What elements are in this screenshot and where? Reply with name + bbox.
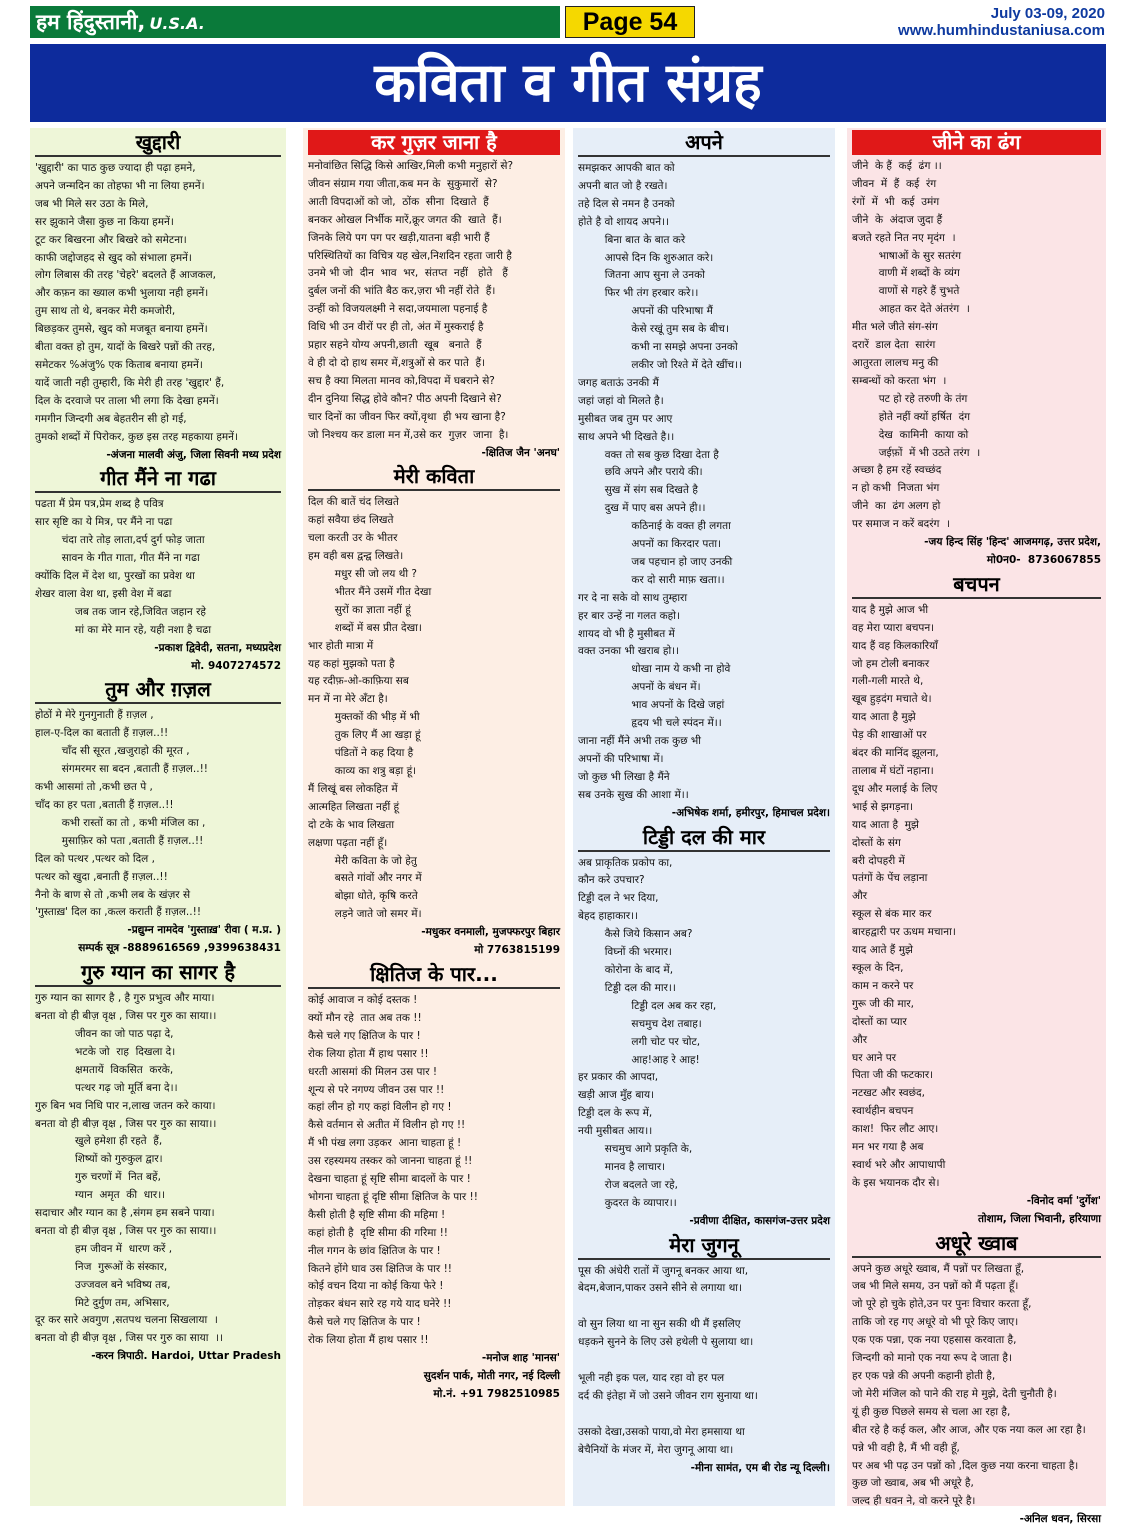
poem-author: -मनोज शाह 'मानस' सुदर्शन पार्क, मोती नगर, नई दिल्ली मो.नं. +91 7982510985 xyxy=(423,1352,560,1400)
logo-usa: U.S.A. xyxy=(149,14,205,33)
poem-author: -प्रवीणा दीक्षित, कासगंज-उत्तर प्रदेश xyxy=(689,1214,830,1227)
logo-text: हम हिंदुस्तानी, xyxy=(36,10,146,34)
poem-title: बचपन xyxy=(852,572,1101,599)
poem-title: गुरु ग्यान का सागर है xyxy=(35,960,281,987)
poem-title: मेरी कविता xyxy=(308,464,560,491)
issue-date-block xyxy=(898,5,1105,39)
poem-text: गुरु ग्यान का सागर है , है गुरु प्रभुत्व और माया। बनता वो ही बीज़ वृक्ष , जिस पर गुरु का साया।। जीवन का जो पाठ पढ़ा दे, भटके जो राह दिखला दे। क्षमतायें विकसित करके, पत्थर गढ़ जो मूर्ति बना दे।। गुरु बिन भव निधि पार न,लाख जतन करे काया। बनता वो ही बीज़ वृक्ष , जिस पर गुरु का साया।। खुले हमेशा ही रहते हैं, शिष्यों को गुरुकुल द्वार। गुरु चरणों में नित बहें, ग्यान अमृत की धार।। सदाचार और ग्यान का है ,संगम हम सबने पाया। बनता वो ही बीज़ वृक्ष , जिस पर गुरु का साया।। हम जीवन में धारण करें , निज गुरूओं के संस्कार, उज्जवल बने भविष्य तब, मिटे दुर्गुण तम, अभिसार, दूर कर सारे अवगुण ,सतपथ चलना सिखलाया । बनता वो ही बीज़ वृक्ष , जिस पर गुरु का साया ।। xyxy=(35,992,224,1345)
poem-title: क्षितिज के पार... xyxy=(308,962,560,989)
page-number: Page 54 xyxy=(565,6,695,38)
poem-text: पूस की अंधेरी रातों में जुगनू बनकर आया था, बेदम,बेजान,पाकर उसने सीने से लगाया था। वो सुन लिया था ना सुन सकी थी मैं इसलिए धड़कने सुनने के लिए उसे हथेली पे सुलाया था। भूली नही इक पल, याद रहा वो हर पल दर्द की इंतेहा में जो उसने जीवन राग सुनाया था। उसको देखा,उसको पाया,वो मेरा हमसाया था बेचैनियों के मंजर में, मेरा जुगनू आया था। xyxy=(578,1264,758,1456)
poem-title: अपने xyxy=(578,130,830,157)
poem-text: 'खुद्दारी' का पाठ कुछ ज्यादा ही पढ़ा हमने, अपने जन्मदिन का तोहफा भी ना लिया हमनें। जब भी मिले सर उठा के मिले, सर झुकाने जैसा कुछ ना किया हमनें। टूट कर बिखरना और बिखरे को समेटना। काफी जद्दोजहद से खुद को संभाला हमनें। लोग लिबास की तरह 'चेहरे' बदलते हैं आजकल, और कफ़न का ख्याल कभी भुलाया नही हमनें। तुम साथ तो थे, बनकर मेरी कमजोरी, बिछड़कर तुमसे, खुद को मजबूत बनाया हमनें। बीता वक्त हो तुम, यादों के बिखरे पन्नों की तरह, समेटकर %अंजु% एक किताब बनाया हमनें। यादें जाती नही तुम्हारी, कि मेरी ही तरह 'खुद्दार' हैं, दिल के दरवाजे पर ताला भी लगा कि देखा हमनें। गमगीन जिन्दगी अब बेहतरीन सी हो गई, तुमको शब्दों में पिरोकर, कुछ इस तरह महकाया हमनें। xyxy=(35,162,238,443)
poem-text: याद है मुझे आज भी वह मेरा प्यारा बचपन। याद हैं वह किलकारियाँ जो हम टोली बनाकर गली-गली मारते थे, खूब हुड़दंग मचाते थे। याद आता है मुझे पेड़ की शाखाओं पर बंदर की मानिंद झूलना, तालाब में घंटों नहाना। दूध और मलाई के लिए भाई से झगड़ना। याद आता है मुझे दोस्तों के संग बरी दोपहरी में पतंगों के पेंच लड़ाना और स्कूल से बंक मार कर बारहद्वारी पर ऊधम मचाना। याद आते हैं मुझे स्कूल के दिन, काम न करने पर गुरू जी की मार, दोस्तों का प्यार और घर आने पर पिता जी की फटकार। नटखट और स्वछंद, स्वार्थहीन बचपन काश! फिर लौट आए। मन भर गया है अब स्वार्थ भरे और आपाधापी के इस भयानक दौर से। xyxy=(852,603,956,1189)
poem-text: दिल की बातें चंद लिखते कहां सवैया छंद लिखते चला करती उर के भीतर हम वही बस द्वन्द्व लिखते। मधुर सी जो लय थी ? भीतर मैंने उसमें गीत देखा सुरों का ज्ञाता नहीं हूं शब्दों में बस प्रीत देखा। भार होती मात्रा में यह कहां मुझको पता है यह रदीफ़-ओ-काफ़िया सब मन में ना मेरे अँटा है। मुक्तकों की भीड़ में भी तुक लिए मैं आ खड़ा हूं पंडितों ने कह दिया है काव्य का शत्रु बड़ा हूं। मैं लिखूं बस लोकहित में आत्महित लिखता नहीं हूं दो टके के भाव लिखता लक्षणा पढ़ता नहीं हूँ। मेरी कविता के जो हेतु बसते गांवों और नगर में बोझा धोते, कृषि करते लड़ने जाते जो समर में। xyxy=(308,496,432,921)
column-3 xyxy=(573,128,835,1506)
poem-title: कर गुज़र जाना है xyxy=(308,130,560,155)
poem-author: -मधुकर वनमाली, मुजफ्फरपुर बिहार मो 7763815199 xyxy=(421,926,560,957)
poem-author: -अनिल धवन, सिरसा xyxy=(1019,1513,1101,1526)
poem-text: पढता मैं प्रेम पत्र,प्रेम शब्द है पवित्र सार सृष्टि का ये मित्र, पर मैंने ना पढा चंदा तारे तोड़ लाता,दर्प दुर्ग फोड़ जाता सावन के गीत गाता, गीत मैंने ना गढा क्योंकि दिल में देश था, पुरखों का प्रवेश था शेखर वाला वेश था, इसी वेश में बढा जब तक जान रहे,जिवित जहान रहे मां का मेरे मान रहे, यही नशा है चढा xyxy=(35,498,212,636)
poem-text: अब प्राकृतिक प्रकोप का, कौन करे उपचार? टिड्डी दल ने भर दिया, बेहद हाहाकार।। कैसे जिये किसान अब? विघ्नों की भरमार। कोरोना के बाद में, टिड्डी दल की मार।। टिड्डी दल अब कर रहा, सचमुच देश तबाह। लगी चोट पर चोट, आह!आह रे आह! हर प्रकार की आपदा, खड़ी आज मुँह बाय। टिड्डी दल के रूप में, नयी मुसीबत आय।। सचमुच आगे प्रकृति के, मानव है लाचार। रोज बदलते जा रहे, कुदरत के व्यापार।। xyxy=(578,856,717,1209)
poem-text: होठों मे मेरे गुनगुनाती हैं ग़ज़ल , हाल-ए-दिल का बताती हैं ग़ज़ल..!! चाँद सी सूरत ,खजुराहो की मूरत , संगमरमर सा बदन ,बताती हैं ग़ज़ल..!! कभी आसमां तो ,कभी छत पे , चाँद का हर पता ,बताती हैं ग़ज़ल..!! कभी रास्तों का तो , कभी मंजिल का , मुसाफ़िर को पता ,बताती हैं ग़ज़ल..!! दिल को पत्थर ,पत्थर को दिल , पत्थर को खुदा ,बनाती हैं ग़ज़ल..!! नैनो के बाण से तो ,कभी लब के खंज़र से 'गुस्ताख़' दिल का ,कत्ल कराती हैं ग़ज़ल..!! xyxy=(35,709,208,919)
newspaper-logo xyxy=(30,6,560,38)
poem-title: गीत मैंने ना गढा xyxy=(35,466,281,493)
poem-author: -करन त्रिपाठी. Hardoi, Uttar Pradesh xyxy=(91,1350,281,1363)
poem-author: -जय हिन्द सिंह 'हिन्द' आजमगढ़, उत्तर प्रदेश, मो0न0- 8736067855 xyxy=(924,536,1101,566)
poem-text: समझकर आपकी बात को अपनी बात जो है रखते। तहे दिल से नमन है उनको होते है वो शायद अपने।। बिना बात के बात करे आपसे दिन कि शुरुआत करे। जितना आप सुना ले उनको फिर भी तंग हरबार करे।। अपनों की परिभाषा मैं केसे रखूं तुम सब के बीच। कभी ना समझे अपना उनको लकीर जो रिश्ते में देते खींच।। जगह बताऊं उनकी मैं जहां जहां वो मिलते है। मुसीबत जब तुम पर आए साथ अपने भी दिखते है।। वक्त तो सब कुछ दिखा देता है छवि अपने और पराये की। सुख में संग सब दिखते है दुख में पाए बस अपने ही।। कठिनाई के वक्त ही लगता अपनों का किरदार पता। जब पहचान हो जाए उनकी कर दो सारी माफ़ खता।। गर दे ना सके वो साथ तुम्हारा हर बार उन्हें ना गलत कहो। शायद वो भी है मुसीबत में वक्त उनका भी खराब हो।। धोखा नाम ये कभी ना होवे अपनों के बंधन में। भाव अपनों के दिखे जहां हृदय भी चले स्पंदन में।। जाना नहीं मैंने अभी तक कुछ भी अपनों की परिभाषा में। जो कुछ भी लिखा है मैंने सब उनके सुख की आशा में।। xyxy=(578,162,743,801)
poem-title: खुद्दारी xyxy=(35,130,281,157)
poem-text: जीने के हैं कई ढंग ।। जीवन में हैं कई रंग रंगों में भी कई उमंग जीने के अंदाज जुदा हैं बजते रहते नित नए मृदंग । भाषाओं के सुर सतरंग वाणी में शब्दों के व्यंग वाणों से गहरे हैं चुभते आहत कर देते अंतरंग । मीत भले जीते संग-संग दरारें डाल देता सारंग आतुरता लालच मनु की सम्बन्धों को करता भंग । पट हो रहे तरुणी के तंग होते नहीं क्यों हर्षित दंग देख कामिनी काया को जईफ़ों में भी उठते तरंग । अच्छा है हम रहें स्वच्छंद न हो कभी निजता भंग जीने का ढंग अलग हो पर समाज न करें बदरंग । xyxy=(852,160,981,531)
poem-title: जीने का ढंग xyxy=(852,130,1101,155)
poem-author: -अभिषेक शर्मा, हमीरपुर, हिमाचल प्रदेश। xyxy=(671,806,830,819)
poem-author: -प्रद्युम्न नामदेव 'गुस्ताख़' रीवा ( म.प्र. ) सम्पर्क सूत्र -8889616569 ,9399638431 xyxy=(78,924,281,955)
poem-author: -अंजना मालवी अंजु, जिला सिवनी मध्य प्रदेश xyxy=(106,448,281,461)
poem-text: मनोवांछित सिद्धि किसे आखिर,मिली कभी मनुहारों से? जीवन संग्राम गया जीता,कब मन के सुकुमारों से? आती विपदाओं को जो, ठोंक सीना दिखाते हैं बनकर ओखल निर्भीक मारें,क्रूर जगत की खाते हैं। जिनके लिये पग पग पर खड़ी,यातना बड़ी भारी हैं परिस्थितियों का विचित्र यह खेल,निशदिन रहता जारी है उनमे भी जो दीन भाव भर, संतप्त नहीं होते हैं दुर्बल जनों की भांति बैठ कर,ज़रा भी नहीं रोते हैं। उन्हीं को विजयलक्ष्मी ने सदा,जयमाला पहनाई है विधि भी उन वीरों पर ही तो, अंत में मुस्कराई है प्रहार सहने योग्य अपनी,छाती खूब बनाते हैं वे ही दो दो हाथ समर में,शत्रुओं से कर पाते हैं। सच है क्या मिलता मानव को,विपदा में घबराने से? दीन दुनिया सिद्ध होवे कौन? पीठ अपनी दिखाने से? चार दिनों का जीवन फिर क्यों,वृथा ही भय खाना है? जो निश्चय कर डाला मन में,उसे कर गुज़र जाना है। xyxy=(308,160,514,441)
poem-author: -विनोद वर्मा 'दुर्गेश' तोशाम, जिला भिवानी, हरियाणा xyxy=(977,1194,1101,1225)
masthead xyxy=(0,0,1135,40)
poem-title: मेरा जुगनू xyxy=(578,1233,830,1260)
column-2 xyxy=(303,128,565,1506)
poem-author: -क्षितिज जैन 'अनघ' xyxy=(481,446,560,459)
issue-date: July 03-09, 2020 xyxy=(990,5,1105,22)
column-1 xyxy=(30,128,286,1506)
website-link[interactable]: www.humhindustaniusa.com xyxy=(898,22,1105,39)
section-title-banner: कविता व गीत संग्रह xyxy=(30,44,1106,122)
poem-author: -मीना सामंत, एम बी रोड न्यू दिल्ली। xyxy=(690,1461,830,1474)
poem-title: तुम और ग़ज़ल xyxy=(35,677,281,704)
poem-title: अधूरे ख्वाब xyxy=(852,1231,1101,1258)
poem-author: -प्रकाश द्विवेदी, सतना, मध्यप्रदेश मो. 9407274572 xyxy=(154,641,281,672)
poem-text: अपने कुछ अधूरे ख्वाब, मैं पन्नों पर लिखता हूँ, जब भी मिले समय, उन पन्नों को मैं पढ़ता हूँ। जो पूरे हो चुके होते,उन पर पुनः विचार करता हूँ, ताकि जो रह गए अधूरे वो भी पूरे किए जाए। एक एक पन्ना, एक नया एहसास करवाता है, जिन्दगी को मानो एक नया रूप दे जाता है। हर एक पन्ने की अपनी कहानी होती है, जो मेरी मंजिल को पाने की राह मे मुझे, देती चुनौती है। यूं ही कुछ पिछले समय से चला आ रहा है, बीत रहे है कई कल, और आज, और एक नया कल आ रहा है। पन्ने भी वही है, मैं भी वही हूँ, पर अब भी पढ़ उन पन्नों को ,दिल कुछ नया करना चाहता है। कुछ जो ख्वाब, अब भी अधूरे है, जल्द ही धवन ने, वो करने पूरे है। xyxy=(852,1262,1086,1508)
column-4 xyxy=(847,128,1106,1526)
poem-text: कोई आवाज न कोई दस्तक ! क्यों मौन रहे तात अब तक !! कैसे चले गए क्षितिज के पार ! रोक लिया होता मैं हाथ पसार !! धरती आसमां की मिलन उस पार ! शून्य से परे नगण्य जीवन उस पार !! कहां लीन हो गए कहां विलीन हो गए ! कैसे वर्तमान से अतीत में विलीन हो गए !! मैं भी पंख लगा उड़कर आना चाहता हूं ! उस रहस्यमय तस्कर को जानना चाहता हूं !! देखना चाहता हूं सृष्टि सीमा बादलों के पार ! भोगना चाहता हूं दृष्टि सीमा क्षितिज के पार !! कैसी होती है सृष्टि सीमा की महिमा ! कहां होती है दृष्टि सीमा की गरिमा !! नील गगन के छांव क्षितिज के पार ! कितने होंगे घाव उस क्षितिज के पार !! कोई वचन दिया ना कोई किया फेरे ! तोड़कर बंधन सारे रह गये याद घनेरे !! कैसे चले गए क्षितिज के पार ! रोक लिया होता मैं हाथ पसार !! xyxy=(308,993,478,1347)
poem-title: टिड्डी दल की मार xyxy=(578,825,830,852)
